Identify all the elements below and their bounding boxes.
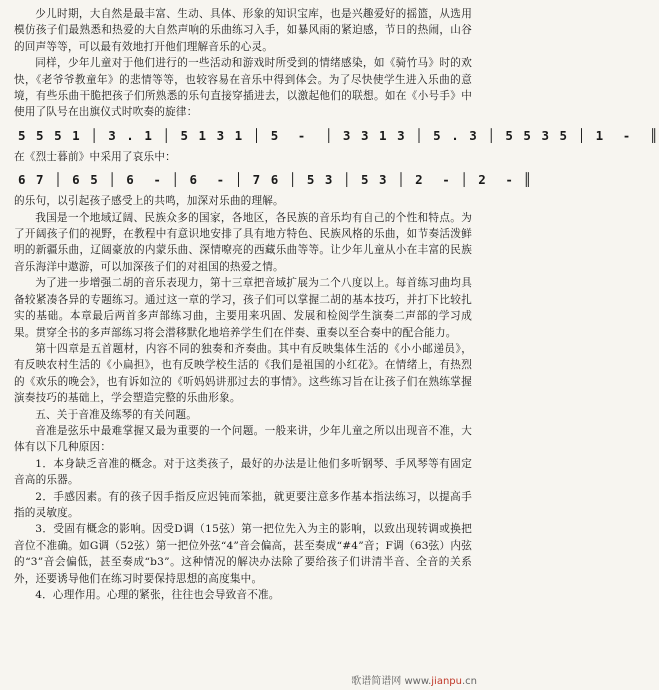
paragraph-5: 为了进一步增强二胡的音乐表现力，第十三章把音域扩展为二个八度以上。每首练习曲均具备较紧凑各异的专题练习。通过这一章的学习，孩子们可以掌握二胡的基本技巧，并打下比较扎实的基础。本章最后两首多声部练习曲，主要用来巩固、发展和检阅学生演奏二声部的学习成果。贯穿全书的多声部练习将会潜移默化地培养学生们在伴奏、重奏以至合奏中的配合能力。 — [14, 277, 472, 339]
watermark — [351, 672, 477, 687]
document-page — [14, 6, 659, 603]
watermark-site-prefix: www. — [404, 676, 432, 687]
notation-line-1: 5 5 5 1 │ 3 . 1 │ 5 1 3 1 │ 5 - │ 3 3 1 3 │ 5 . 3 │ 5 5 3 5 │ 1 - ║ — [18, 127, 659, 143]
list-item-2: 2．手感因素。有的孩子因手指反应迟钝而笨拙，就更要注意多作基本指法练习，以提高手指的灵敏度。 — [14, 490, 472, 519]
paragraph-2: 同样，少年儿童对于他们进行的一些活动和游戏时所受到的情绪感染，如《骑竹马》时的欢快，《老爷爷教童年》的悲情等等，也较容易在音乐中得到体会。为了尽快使学生进入乐曲的意境，有些乐曲干脆把孩子们所熟悉的乐句直接穿插进去，以激起他们的联想。如在《小号手》中使用了队号在出旗仪式时吹奏的旋律： — [14, 57, 472, 119]
paragraph-1: 少儿时期，大自然是最丰富、生动、具体、形象的知识宝库，也是兴趣爱好的摇篮，从选用模仿孩子们最熟悉和热爱的大自然声响的乐曲练习入手，如暴风雨的紧迫感，节日的热闹，山谷的回声等等，可以最有效地打开他们理解音乐的心灵。 — [14, 8, 472, 53]
paragraph-3: 的乐句，以引起孩子感受上的共鸣，加深对乐曲的理解。 — [14, 195, 284, 208]
section-heading-5: 五、关于音准及练琴的有关问题。 — [35, 408, 198, 421]
watermark-text: 歌谱简谱网 — [351, 676, 402, 687]
watermark-site-red: jianpu — [431, 676, 462, 687]
list-item-1: 1．本身缺乏音准的概念。对于这类孩子，最好的办法是让他们多听钢琴、手风琴等有固定音高的乐器。 — [14, 457, 472, 487]
paragraph-8: 音准是弦乐中最难掌握又最为重要的一个问题。一般来讲，少年儿童之所以出现音不准，大体有以下几种原因： — [14, 424, 472, 454]
paragraph-6: 第十四章是五首题材，内容不同的独奏和齐奏曲。其中有反映集体生活的《小小邮递员》，有反映农村生活的《小扁担》，也有反映学校生活的《我们是祖国的小红花》。在情绪上，有热烈的《欢乐的晚会》，也有诉如泣的《听妈妈讲那过去的事情》。这些练习旨在让孩子们在熟练掌握演奏技巧的基础上，学会塑造完整的乐曲形象。 — [14, 342, 472, 405]
list-item-4: 4．心理作用。心理的紧张，往往也会导致音不准。 — [35, 589, 280, 601]
notation-label: 在《烈士暮前》中采用了哀乐中： — [14, 150, 176, 163]
paragraph-4: 我国是一个地域辽阔、民族众多的国家，各地区，各民族的音乐均有自己的个性和特点。为了开阔孩子们的视野，在教程中有意识地安排了具有地方特色、民族风格的乐曲，如节奏活泼鲜明的新疆乐曲，辽阔豪放的内蒙乐曲、深情嘹亮的西藏乐曲等等。让少年儿童从小在丰富的民族音乐海洋中遨游，可以加深孩子们的对祖国的热爱之情。 — [14, 211, 472, 273]
list-item-3: 3．受固有概念的影响。因受D调（15弦）第一把位先入为主的影响，以致出现转调或换把音位不准确。如G调（52弦）第一把位外弦“4”音会偏高，甚至奏成“#4”音；F调（63弦）内弦的“3”音会偏低，甚至奏成“b3”。这种情况的解决办法除了要给孩子们讲清半音、全音的关系外，还要诱导他们在练习时要保持思想的高度集中。 — [14, 523, 472, 585]
watermark-site-suffix: .cn — [461, 676, 477, 687]
notation-line-2: 6 7 │ 6 5 │ 6 - │ 6 - │ 7 6 │ 5 3 │ 5 3 │ 2 - │ 2 - ║ — [18, 172, 533, 188]
